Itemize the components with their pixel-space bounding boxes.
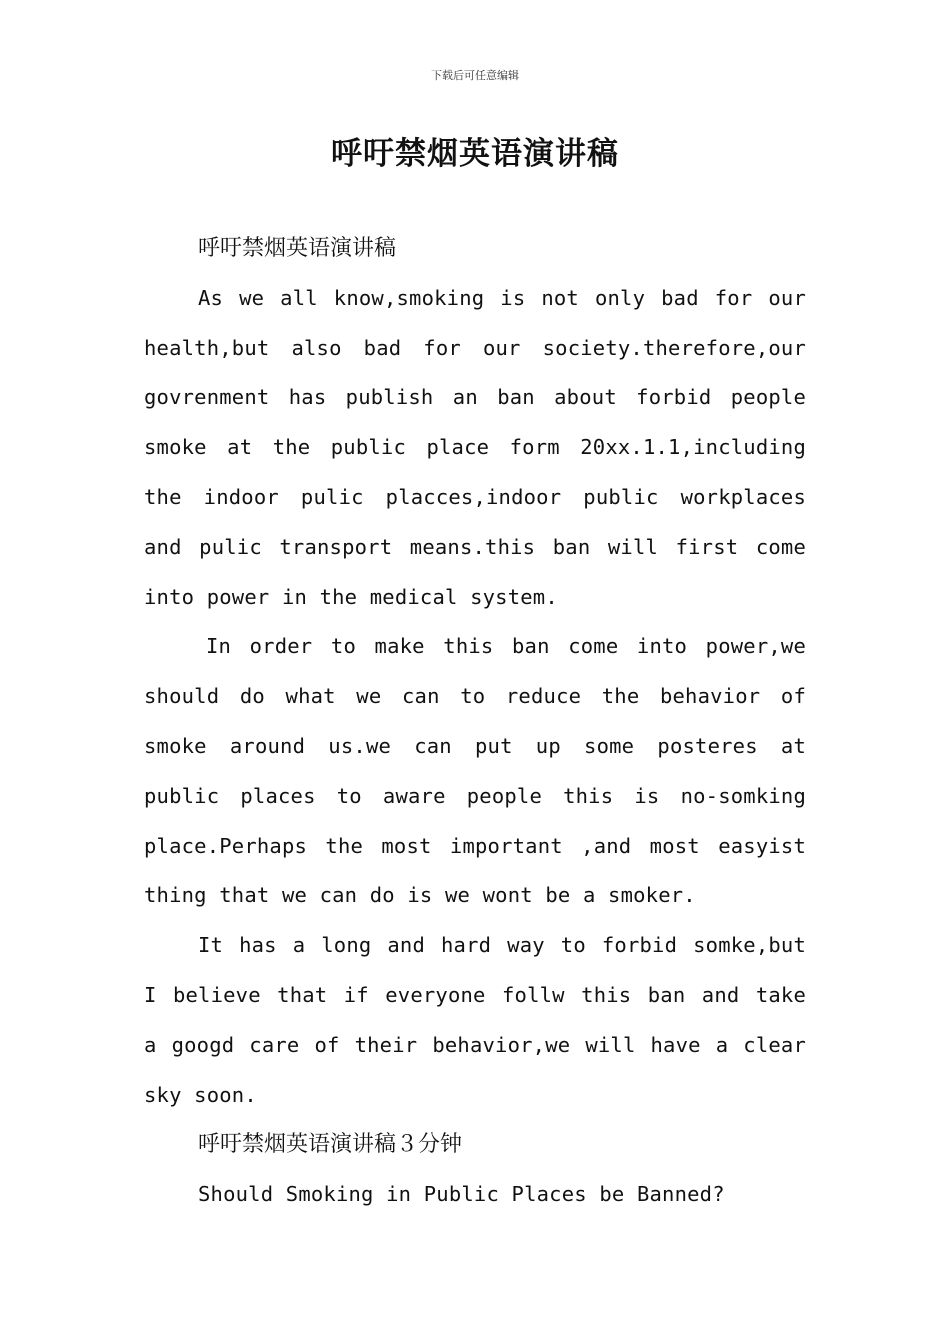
paragraph-line: a googd care of their behavior,we will have a clear	[144, 1032, 806, 1057]
subtitle: 呼吁禁烟英语演讲稿	[198, 236, 397, 261]
paragraph-3	[144, 921, 806, 1120]
paragraph-line: sky soon.	[144, 1082, 257, 1107]
header-note: 下载后可任意编辑	[431, 69, 519, 82]
document-body	[144, 224, 806, 1220]
paragraph-1	[144, 274, 806, 623]
paragraph-line: I believe that if everyone follw this ban and take	[144, 982, 806, 1007]
paragraph-line: govrenment has publish an ban about forbid people	[144, 385, 806, 410]
paragraph-line: and pulic transport means.this ban will first come	[144, 534, 806, 559]
section-2-first-line: Should Smoking in Public Places be Banned?	[198, 1182, 725, 1207]
paragraph-line: should do what we can to reduce the behavior of	[144, 684, 806, 709]
paragraph-line: As we all know,smoking is not only bad for our	[198, 285, 806, 310]
paragraph-line: smoke around us.we can put up some posteres at	[144, 733, 806, 758]
paragraph-line: public places to aware people this is no-somking	[144, 783, 806, 808]
paragraph-line: smoke at the public place form 20xx.1.1,including	[144, 435, 806, 460]
paragraph-line: In order to make this ban come into power,we	[206, 634, 806, 659]
paragraph-line: the indoor pulic placces,indoor public workplaces	[144, 484, 806, 509]
paragraph-line: place.Perhaps the most important ,and most easyist	[144, 833, 806, 858]
document-title: 呼吁禁烟英语演讲稿	[331, 136, 619, 172]
paragraph-line: thing that we can do is we wont be a smoker.	[144, 883, 696, 908]
paragraph-line: into power in the medical system.	[144, 584, 558, 609]
section-2-heading: 呼吁禁烟英语演讲稿３分钟	[198, 1132, 463, 1158]
paragraph-line: It has a long and hard way to forbid somke,but	[198, 933, 806, 958]
paragraph-2	[144, 622, 806, 921]
paragraph-line: health,but also bad for our society.therefore,our	[144, 335, 806, 360]
